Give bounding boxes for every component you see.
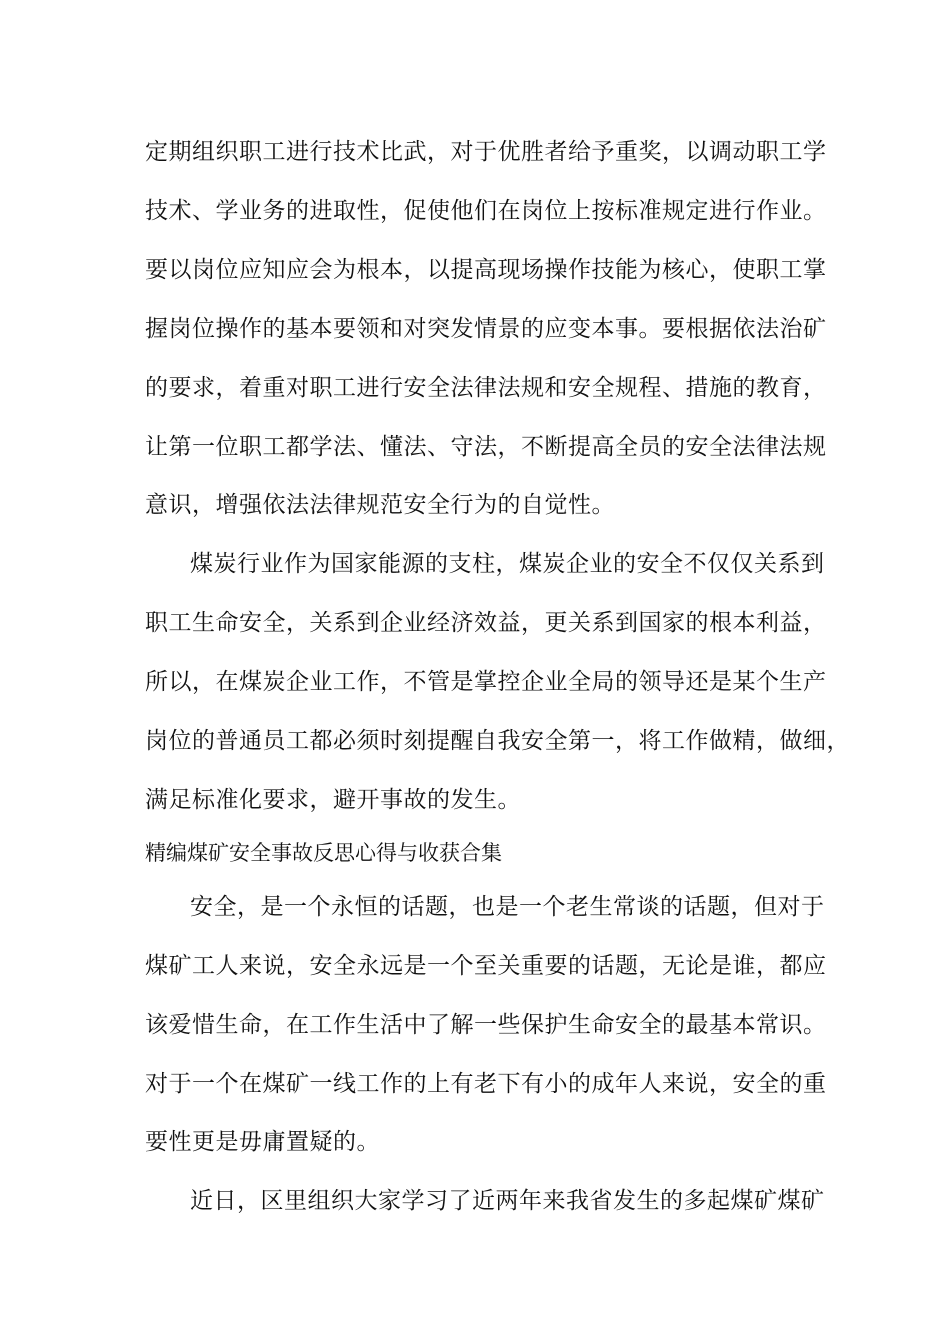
paragraph-line: 煤矿工人来说，安全永远是一个至关重要的话题，无论是谁，都应 <box>145 953 827 979</box>
paragraph-line: 煤炭行业作为国家能源的支柱，煤炭企业的安全不仅仅关系到 <box>190 551 825 577</box>
paragraph-line: 对于一个在煤矿一线工作的上有老下有小的成年人来说，安全的重 <box>145 1071 827 1097</box>
paragraph-line: 握岗位操作的基本要领和对突发情景的应变本事。要根据依法治矿 <box>145 316 827 342</box>
paragraph-line: 该爱惜生命，在工作生活中了解一些保护生命安全的最基本常识。 <box>145 1012 827 1038</box>
paragraph-line: 岗位的普通员工都必须时刻提醒自我安全第一，将工作做精，做细， <box>145 728 850 754</box>
paragraph-line: 近日，区里组织大家学习了近两年来我省发生的多起煤矿煤矿 <box>190 1188 825 1214</box>
paragraph-line: 职工生命安全，关系到企业经济效益，更关系到国家的根本利益， <box>145 610 827 636</box>
section-heading: 精编煤矿安全事故反思心得与收获合集 <box>145 841 502 865</box>
paragraph-line: 安全，是一个永恒的话题，也是一个老生常谈的话题，但对于 <box>190 894 825 920</box>
paragraph-line: 要性更是毋庸置疑的。 <box>145 1129 380 1155</box>
paragraph-line: 要以岗位应知应会为根本，以提高现场操作技能为核心，使职工掌 <box>145 257 827 283</box>
paragraph-line: 满足标准化要求，避开事故的发生。 <box>145 787 521 813</box>
paragraph-line: 让第一位职工都学法、懂法、守法，不断提高全员的安全法律法规 <box>145 434 827 460</box>
paragraph-line: 技术、学业务的进取性，促使他们在岗位上按标准规定进行作业。 <box>145 198 827 224</box>
paragraph-line: 定期组织职工进行技术比武，对于优胜者给予重奖，以调动职工学 <box>145 139 827 165</box>
paragraph-line: 的要求，着重对职工进行安全法律法规和安全规程、措施的教育， <box>145 375 827 401</box>
paragraph-line: 意识，增强依法法律规范安全行为的自觉性。 <box>145 492 615 518</box>
paragraph-line: 所以，在煤炭企业工作，不管是掌控企业全局的领导还是某个生产 <box>145 669 827 695</box>
